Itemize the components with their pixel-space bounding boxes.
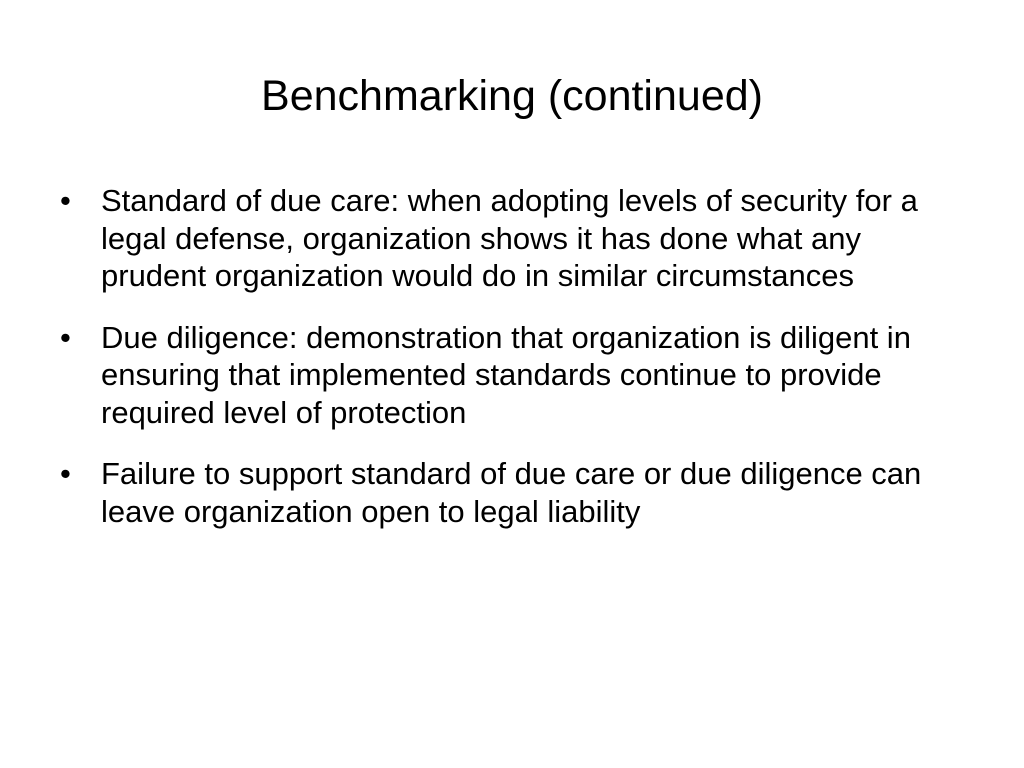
slide-title: Benchmarking (continued) [261, 72, 763, 120]
bullet-item [60, 455, 970, 530]
bullet-icon: • [60, 319, 71, 355]
bullet-text: Failure to support standard of due care or due diligence can leave organization open to legal liability [101, 456, 922, 529]
bullet-text: Due diligence: demonstration that organization is diligent in ensuring that implemented standards continue to provide required level of protection [101, 319, 911, 430]
bullet-item [60, 182, 970, 295]
bullet-icon: • [60, 183, 71, 218]
bullet-icon: • [60, 456, 71, 491]
bullet-list [60, 182, 970, 554]
bullet-item [60, 319, 970, 432]
bullet-text: Standard of due care: when adopting levels of security for a legal defense, organization shows it has done what any prudent organization would do in similar circumstances [101, 183, 918, 293]
